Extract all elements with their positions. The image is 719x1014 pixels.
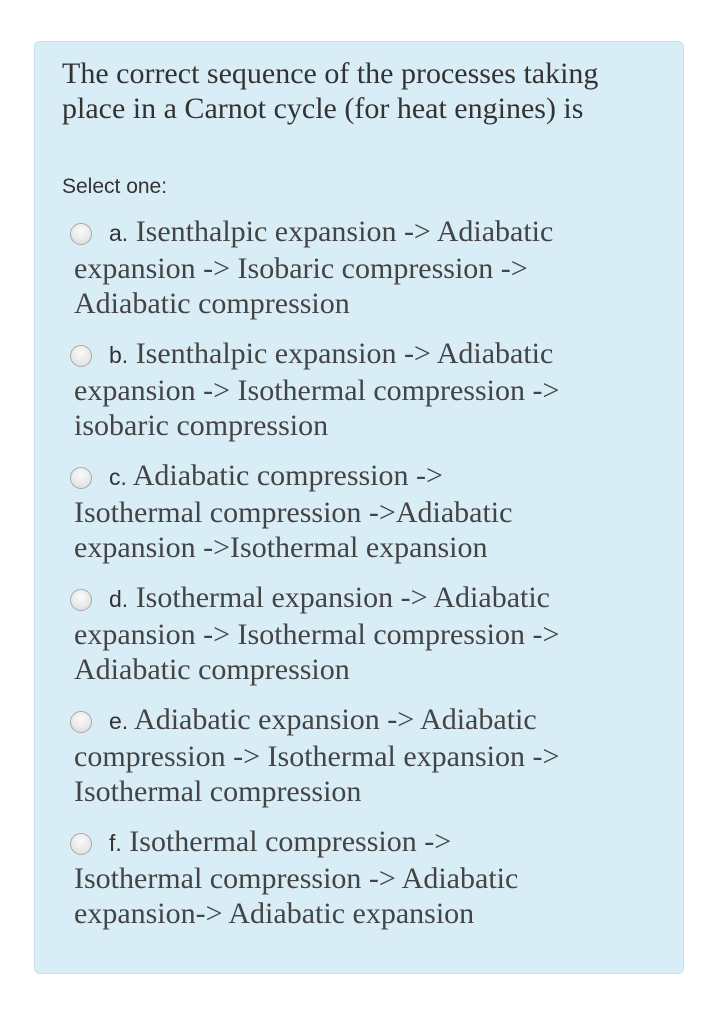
answer-letter-a: a. xyxy=(109,220,129,246)
select-one-prompt: Select one: xyxy=(62,175,168,198)
answer-list xyxy=(62,214,657,931)
answer-text-d-rest: expansion -> Isothermal compression -> Adiabatic compression xyxy=(74,618,560,686)
answer-text-a-line1: Isenthalpic expansion -> Adiabatic xyxy=(135,215,554,248)
answer-label-f[interactable] xyxy=(74,824,615,931)
answer-option-c[interactable] xyxy=(62,458,657,565)
answer-text-d-line1: Isothermal expansion -> Adiabatic xyxy=(135,581,550,614)
answer-letter-f: f. xyxy=(109,830,122,856)
answer-text-c-line1: Adiabatic compression -> xyxy=(132,459,443,492)
answer-label-b[interactable] xyxy=(74,336,615,443)
answer-label-c[interactable] xyxy=(74,458,615,565)
radio-button-c[interactable] xyxy=(70,467,92,489)
answer-text-e-line1: Adiabatic expansion -> Adiabatic xyxy=(134,703,537,736)
answer-letter-d: d. xyxy=(109,586,129,612)
answer-text-e-rest: compression -> Isothermal expansion -> Isothermal compression xyxy=(74,740,560,808)
answer-option-d[interactable] xyxy=(62,580,657,687)
question-text: The correct sequence of the processes taking place in a Carnot cycle (for heat engines) is xyxy=(62,57,599,125)
answer-label-d[interactable] xyxy=(74,580,615,687)
radio-button-f[interactable] xyxy=(70,833,92,855)
answer-text-f-line1: Isothermal compression -> xyxy=(129,825,452,858)
radio-button-a[interactable] xyxy=(70,223,92,245)
answer-label-a[interactable] xyxy=(74,214,615,321)
answer-option-a[interactable] xyxy=(62,214,657,321)
radio-button-d[interactable] xyxy=(70,589,92,611)
answer-text-a-rest: expansion -> Isobaric compression -> Adiabatic compression xyxy=(74,252,528,320)
answer-label-e[interactable] xyxy=(74,702,615,809)
answer-letter-b: b. xyxy=(109,342,129,368)
answer-letter-c: c. xyxy=(109,464,127,490)
answer-letter-e: e. xyxy=(109,708,129,734)
radio-button-e[interactable] xyxy=(70,711,92,733)
answer-text-c-rest: Isothermal compression ->Adiabatic expansion ->Isothermal expansion xyxy=(74,496,513,564)
answer-option-b[interactable] xyxy=(62,336,657,443)
radio-button-b[interactable] xyxy=(70,345,92,367)
question-card xyxy=(34,41,684,974)
answer-option-f[interactable] xyxy=(62,824,657,931)
answer-text-f-rest: Isothermal compression -> Adiabatic expansion-> Adiabatic expansion xyxy=(74,862,519,930)
answer-option-e[interactable] xyxy=(62,702,657,809)
answer-text-b-line1: Isenthalpic expansion -> Adiabatic xyxy=(135,337,554,370)
answer-text-b-rest: expansion -> Isothermal compression -> isobaric compression xyxy=(74,374,560,442)
